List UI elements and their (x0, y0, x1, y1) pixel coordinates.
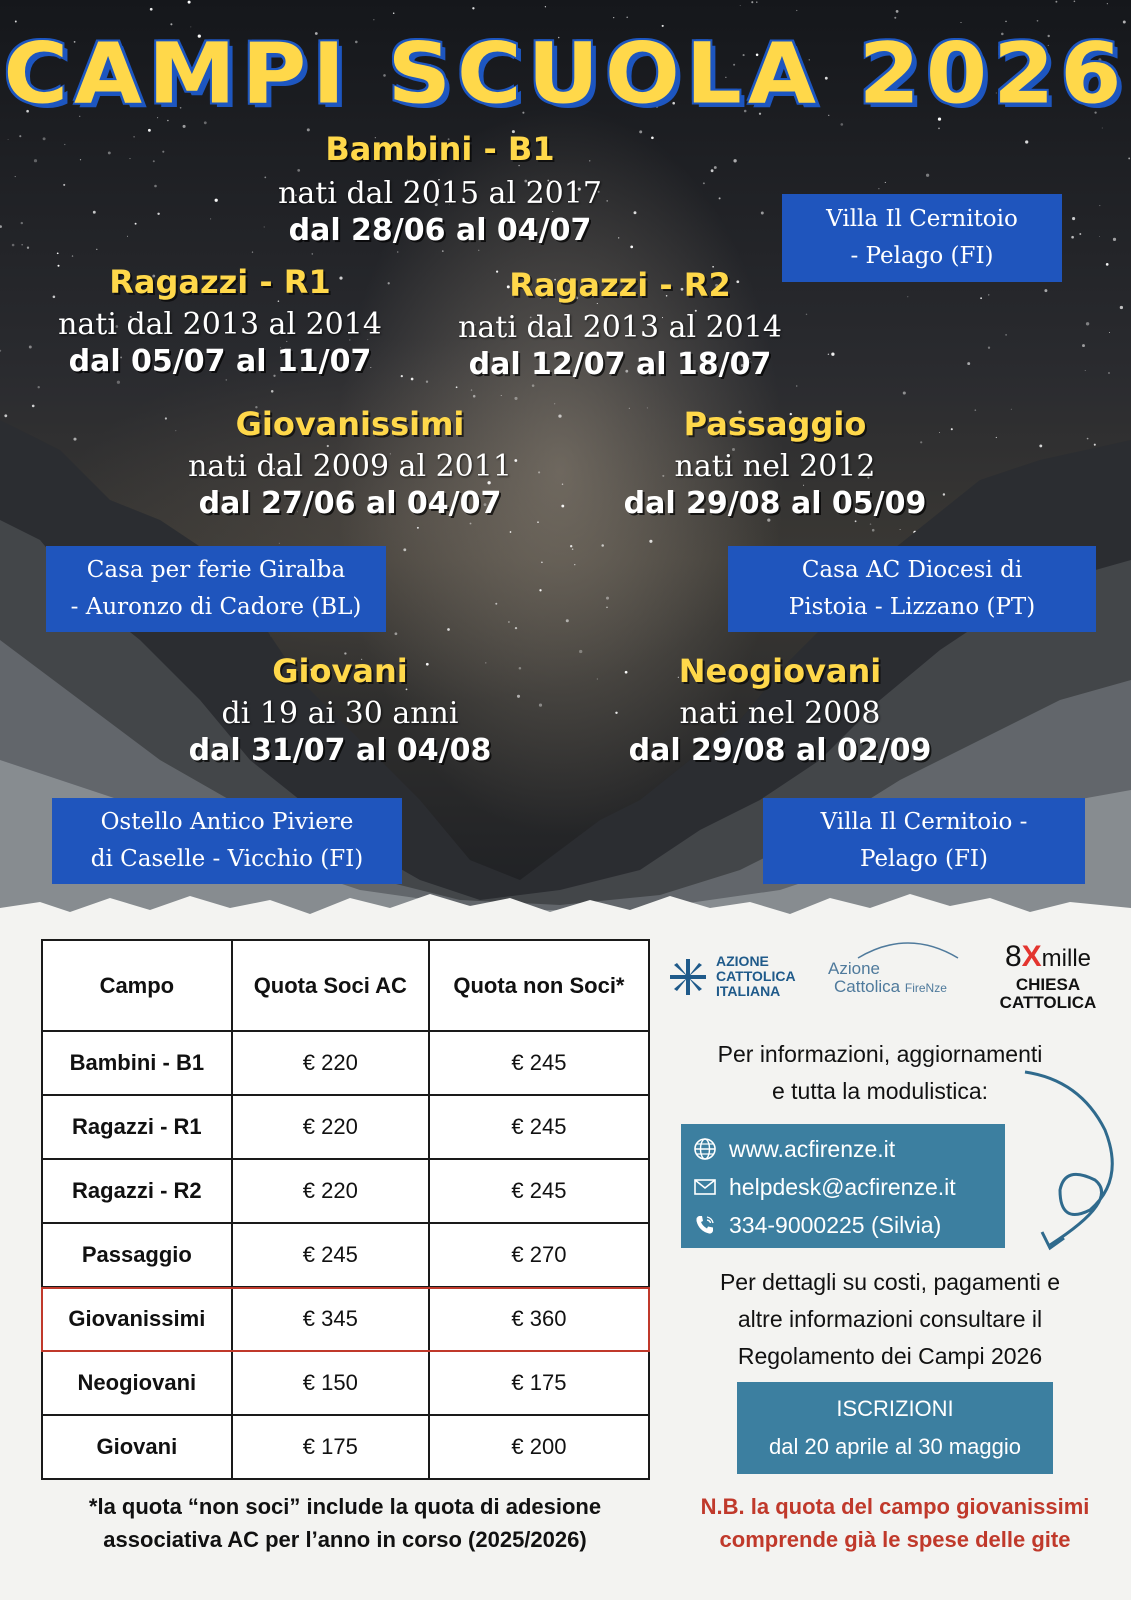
place-giralba (46, 546, 386, 632)
camp-giovanissimi-name: Giovanissimi (235, 405, 465, 443)
row-price-soci: € 220 (232, 1159, 429, 1223)
details-line: altre informazioni consultare il (737, 1306, 1043, 1332)
contact-box (681, 1124, 1005, 1248)
phone-icon (693, 1213, 717, 1237)
camp-neogiovani-born: nati nel 2008 (679, 696, 881, 731)
camp-b1 (230, 130, 650, 250)
row-price-non-soci: € 270 (429, 1223, 649, 1287)
row-camp: Neogiovani (42, 1351, 232, 1415)
row-price-soci: € 345 (232, 1287, 429, 1351)
camp-passaggio-name: Passaggio (683, 405, 867, 443)
info-line: Per informazioni, aggiornamenti (717, 1041, 1043, 1067)
contact-web-text: www.acfirenze.it (729, 1135, 896, 1162)
aci-text: AZIONE (716, 953, 769, 969)
row-camp: Passaggio (42, 1223, 232, 1287)
row-price-soci: € 150 (232, 1351, 429, 1415)
table-row-highlighted (42, 1287, 649, 1351)
dome-outline-icon (848, 938, 968, 960)
footnote-line: *la quota “non soci” include la quota di adesione (88, 1494, 602, 1519)
nb-line: N.B. la quota del campo giovanissimi (700, 1494, 1090, 1519)
camp-passaggio (590, 405, 960, 523)
place-line: di Caselle - Vicchio (FI) (90, 846, 364, 872)
header-campo: Campo (42, 940, 232, 1031)
row-price-non-soci: € 200 (429, 1415, 649, 1479)
details-line: Regolamento dei Campi 2026 (737, 1343, 1043, 1369)
page-title: CAMPI SCUOLA 2026 (3, 24, 1128, 123)
price-table (41, 939, 650, 1480)
contact-web[interactable] (693, 1130, 993, 1168)
row-price-non-soci: € 175 (429, 1351, 649, 1415)
camp-giovanissimi-born: nati dal 2009 al 2011 (188, 449, 512, 484)
otto-mille: mille (1041, 945, 1092, 972)
row-camp: Giovani (42, 1415, 232, 1479)
place-line: Casa per ferie Giralba (86, 557, 346, 583)
camp-b1-name: Bambini - B1 (325, 130, 555, 168)
row-price-soci: € 220 (232, 1095, 429, 1159)
camp-giovani-born: di 19 ai 30 anni (221, 696, 459, 731)
otto-per-mille-logo (993, 940, 1103, 1012)
details-text (670, 1264, 1110, 1375)
camp-giovanissimi-dates: dal 27/06 al 04/07 (198, 486, 502, 521)
row-price-soci: € 175 (232, 1415, 429, 1479)
place-line: Villa Il Cernitoio (826, 206, 1018, 232)
place-pistoia (728, 546, 1096, 632)
azione-cattolica-firenze-logo (828, 952, 947, 997)
table-header-row (42, 940, 649, 1031)
aci-emblem-icon (668, 957, 708, 997)
place-line: Ostello Antico Piviere (100, 809, 354, 835)
camp-r2-dates: dal 12/07 al 18/07 (468, 347, 772, 382)
torn-paper-edge (0, 868, 1131, 948)
camp-neogiovani (600, 652, 960, 770)
azione-cattolica-italiana-logo (668, 954, 796, 999)
nb-note (665, 1490, 1125, 1556)
camp-r2-name: Ragazzi - R2 (509, 266, 731, 304)
table-row (42, 1031, 649, 1095)
iscrizioni-title: ISCRIZIONI (836, 1396, 954, 1421)
globe-icon (693, 1137, 717, 1161)
sponsor-logos (668, 940, 1108, 1020)
cattolica-text: CATTOLICA (999, 993, 1097, 1012)
camp-b1-dates: dal 28/06 al 04/07 (288, 213, 592, 248)
row-camp: Bambini - B1 (42, 1031, 232, 1095)
camp-neogiovani-name: Neogiovani (678, 652, 882, 690)
place-line: Casa AC Diocesi di (801, 557, 1023, 583)
row-camp: Ragazzi - R1 (42, 1095, 232, 1159)
table-row (42, 1095, 649, 1159)
acf-line2: Cattolica (834, 977, 901, 996)
otto-x: X (1021, 940, 1042, 973)
contact-email-text: helpdesk@acfirenze.it (729, 1173, 956, 1200)
info-line: e tutta la modulistica: (771, 1078, 989, 1104)
place-line: Pistoia - Lizzano (PT) (788, 594, 1036, 620)
non-soci-footnote (20, 1490, 670, 1556)
camp-r1-name: Ragazzi - R1 (109, 263, 331, 301)
row-price-non-soci: € 245 (429, 1159, 649, 1223)
footnote-line: associativa AC per l’anno in corso (2025/2026) (103, 1527, 587, 1552)
camp-passaggio-born: nati nel 2012 (674, 449, 876, 484)
aci-text: ITALIANA (716, 983, 781, 999)
row-price-non-soci: € 360 (429, 1287, 649, 1351)
camp-r1-dates: dal 05/07 al 11/07 (68, 344, 372, 379)
iscrizioni-dates: dal 20 aprile al 30 maggio (769, 1434, 1021, 1459)
mail-icon (693, 1175, 717, 1199)
contact-phone-text: 334-9000225 (Silvia) (729, 1211, 942, 1238)
acf-mark: FireNze (904, 981, 947, 995)
camp-b1-born: nati dal 2015 al 2017 (278, 176, 602, 211)
iscrizioni-box (737, 1382, 1053, 1474)
contact-phone[interactable] (693, 1206, 993, 1244)
camp-neogiovani-dates: dal 29/08 al 02/09 (628, 733, 932, 768)
camp-r2 (420, 266, 820, 384)
row-price-soci: € 245 (232, 1223, 429, 1287)
camp-giovani (160, 652, 520, 770)
acf-line1: Azione (828, 959, 880, 978)
camp-r1-born: nati dal 2013 al 2014 (58, 307, 382, 342)
table-row (42, 1223, 649, 1287)
table-row (42, 1159, 649, 1223)
place-line: - Auronzo di Cadore (BL) (70, 594, 362, 620)
row-price-non-soci: € 245 (429, 1031, 649, 1095)
nb-line: comprende già le spese delle gite (719, 1527, 1071, 1552)
row-camp: Ragazzi - R2 (42, 1159, 232, 1223)
row-camp: Giovanissimi (42, 1287, 232, 1351)
place-line: Pelago (FI) (860, 846, 988, 872)
chiesa-text: CHIESA (1015, 975, 1081, 994)
place-cernitoio-b1 (782, 194, 1062, 282)
camp-r1 (20, 263, 420, 381)
camp-passaggio-dates: dal 29/08 al 05/09 (623, 486, 927, 521)
table-row (42, 1415, 649, 1479)
details-line: Per dettagli su costi, pagamenti e (719, 1269, 1061, 1295)
place-line: - Pelago (FI) (850, 243, 994, 269)
camp-giovani-dates: dal 31/07 al 04/08 (188, 733, 492, 768)
place-line: Villa Il Cernitoio - (820, 809, 1028, 835)
row-price-non-soci: € 245 (429, 1095, 649, 1159)
camp-giovanissimi (150, 405, 550, 523)
curved-arrow-icon (1020, 1060, 1130, 1270)
header-quota-soci: Quota Soci AC (232, 940, 429, 1031)
contact-email[interactable] (693, 1168, 993, 1206)
camp-giovani-name: Giovani (272, 652, 408, 690)
aci-text: CATTOLICA (716, 968, 796, 984)
camp-r2-born: nati dal 2013 al 2014 (458, 310, 782, 345)
header-quota-non-soci: Quota non Soci* (429, 940, 649, 1031)
otto-digit: 8 (1004, 940, 1022, 973)
row-price-soci: € 220 (232, 1031, 429, 1095)
table-row (42, 1351, 649, 1415)
